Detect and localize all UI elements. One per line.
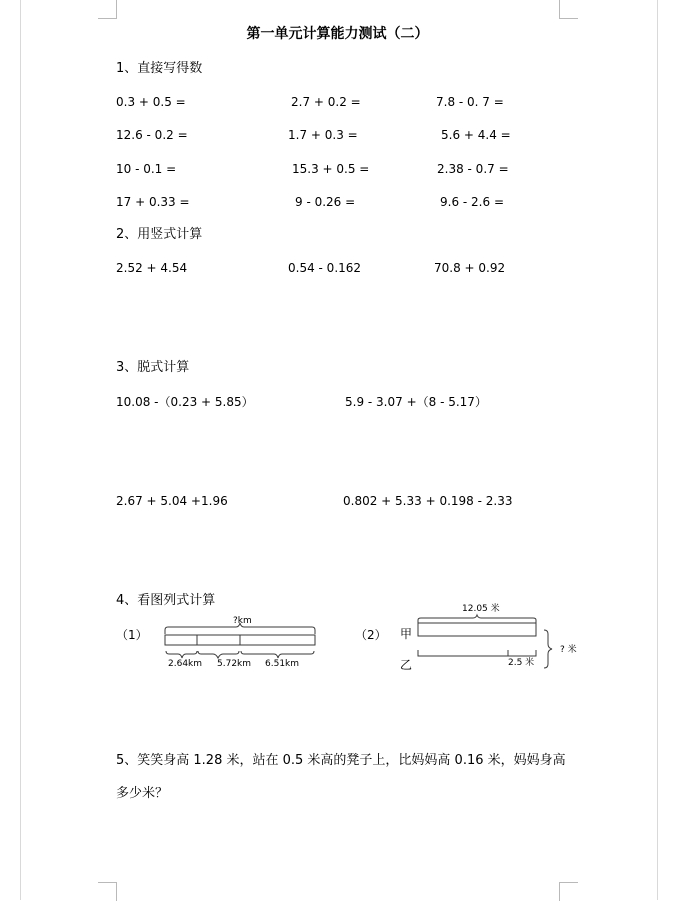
s2-item-2: 0.54 - 0.162 — [288, 261, 362, 275]
fig2-top-label: 12.05 米 — [462, 604, 500, 614]
s1-r4-c2: 9 - 0.26 = — [295, 195, 356, 209]
s1-r1-c3: 7.8 - 0. 7 = — [436, 95, 504, 109]
fig2-top-brace — [418, 615, 536, 623]
s1-r3-c1: 10 - 0.1 = — [116, 162, 177, 176]
s1-r2-c2: 1.7 + 0.3 = — [288, 128, 358, 142]
fig2-sum-label: ? 米 — [560, 645, 577, 655]
s1-r4-c3: 9.6 - 2.6 = — [440, 195, 504, 209]
s1-r4-c1: 17 + 0.33 = — [116, 195, 190, 209]
fig1-seg2-label: 5.72km — [217, 659, 252, 669]
s3-item-3: 2.67 + 5.04 +1.96 — [116, 494, 228, 508]
fig2-diff-label: 2.5 米 — [508, 658, 535, 668]
s1-r2-c1: 12.6 - 0.2 = — [116, 128, 188, 142]
fig2-yi-bracket — [418, 650, 536, 656]
s2-item-1: 2.52 + 4.54 — [116, 261, 188, 275]
fig1-seg1-brace — [166, 651, 197, 658]
fig1-total-label: ?km — [233, 616, 252, 626]
s1-r1-c1: 0.3 + 0.5 = — [116, 95, 186, 109]
section5-problem: 5、笑笑身高 1.28 米，站在 0.5 米高的凳子上，比妈妈高 0.16 米，妈妈身高多少米？ — [116, 753, 566, 801]
section2-heading: 2、用竖式计算 — [116, 227, 203, 242]
fig1-seg3-label: 6.51km — [265, 659, 300, 669]
fig1-diagram — [165, 623, 315, 658]
fig2-row-jia: 甲 — [400, 627, 413, 641]
fig1-seg2-brace — [198, 651, 239, 658]
s3-item-1: 10.08 -（0.23 + 5.85） — [116, 395, 254, 409]
page-title: 第一单元计算能力测试（二） — [246, 26, 429, 42]
s1-r2-c3: 5.6 + 4.4 = — [441, 128, 511, 142]
fig1-label: （1） — [116, 628, 148, 642]
s1-r1-c2: 2.7 + 0.2 = — [291, 95, 361, 109]
fig1-seg3-brace — [241, 651, 314, 658]
fig1-seg1-label: 2.64km — [168, 659, 203, 669]
s1-r3-c3: 2.38 - 0.7 = — [437, 162, 509, 176]
fig2-row-yi: 乙 — [400, 658, 413, 672]
section3-heading: 3、脱式计算 — [116, 360, 190, 375]
section4-heading: 4、看图列式计算 — [116, 593, 216, 608]
s2-item-3: 70.8 + 0.92 — [434, 261, 506, 275]
section1-heading: 1、直接写得数 — [116, 61, 203, 76]
fig2-right-brace — [544, 630, 552, 668]
s3-item-4: 0.802 + 5.33 + 0.198 - 2.33 — [343, 494, 513, 508]
s3-item-2: 5.9 - 3.07 +（8 - 5.17） — [345, 395, 487, 409]
fig2-label: （2） — [355, 628, 387, 642]
fig2-bar-jia — [418, 623, 536, 636]
s1-r3-c2: 15.3 + 0.5 = — [292, 162, 370, 176]
